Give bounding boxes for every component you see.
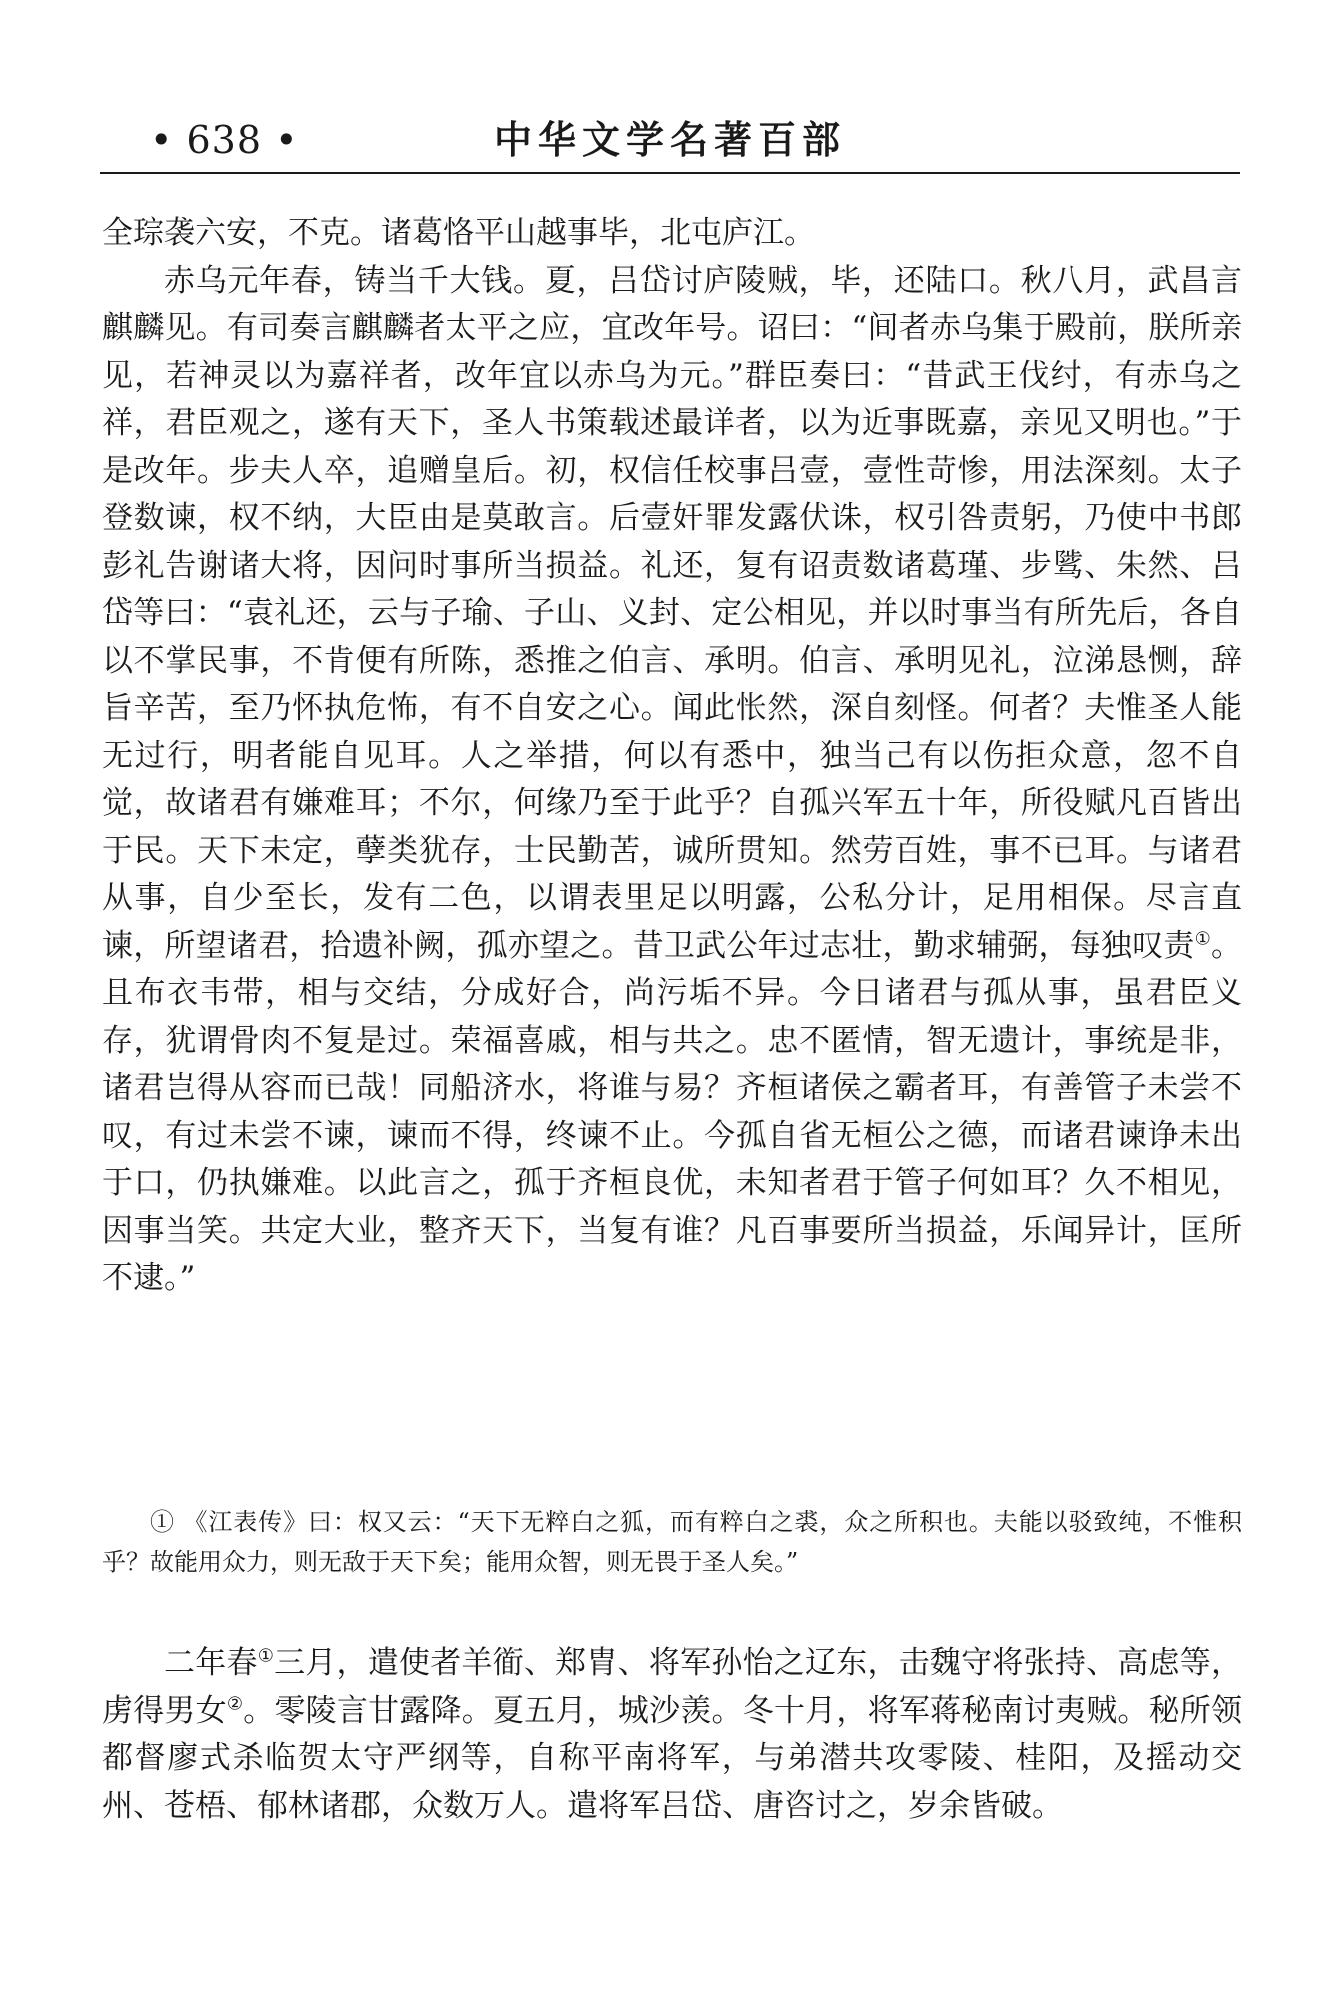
paragraph-2-part-a: 赤乌元年春，铸当千大钱。夏，吕岱讨庐陵贼，毕，还陆口。秋八月，武昌言麒麟见。有司奏言麒麟者太平之应，宜改年号。诏曰：“间者赤乌集于殿前，朕所亲见，若神灵以为嘉祥者，改年宜以赤乌为元。”群臣奏曰：“昔武王伐纣，有赤乌之祥，君臣观之，遂有天下，圣人书策载述最详者，以为近事既嘉，亲见又明也。”于是改年。步夫人卒，追赠皇后。初，权信任校事吕壹，壹性苛惨，用法深刻。太子登数谏，权不纳，大臣由是莫敢言。后壹奸罪发露伏诛，权引咎责躬，乃使中书郎彭礼告谢诸大将，因问时事所当损益。礼还，复有诏责数诸葛瑾、步骘、朱然、吕岱等曰：“袁礼还，云与子瑜、子山、义封、定公相见，并以时事当有所先后，各自以不掌民事，不肯便有所陈，悉推之伯言、承明。伯言、承明见礼，泣涕恳恻，辞旨辛苦，至乃怀执危怖，有不自安之心。闻此怅然，深自刻怪。何者？夫惟圣人能无过行，明者能自见耳。人之举措，何以有悉中，独当己有以伤拒众意，忽不自觉，故诸君有嫌难耳；不尔，何缘乃至于此乎？自孤兴军五十年，所役赋凡百皆出于民。天下未定，孽类犹存，士民勤苦，诚所贯知。然劳百姓，事不已耳。与诸君从事，自少至长，发有二色，以谓表里足以明露，公私分计，足用相保。尽言直谏，所望诸君，拾遗补阙，孤亦望之。昔卫武公年过志壮，勤求辅弼，每独叹责 — [102, 262, 1242, 964]
paragraph-3-part-b: 三月，遣使者羊衜、郑胄、将军孙怡之辽东，击魏守将张持、高虑等，虏得男女 — [102, 1645, 1243, 1729]
footnote-marker: ① — [257, 1645, 275, 1667]
paragraph-2 — [102, 258, 1242, 1303]
main-text-continued — [102, 1640, 1242, 1830]
main-text — [102, 210, 1242, 1303]
footnote-1: ① 《江表传》曰：权又云：“天下无粹白之狐，而有粹白之裘，众之所积也。夫能以驳致纯，不惟积乎？故能用众力，则无敌于天下矣；能用众智，则无畏于圣人矣。” — [102, 1508, 1242, 1576]
paragraph-3-part-c: 。零陵言甘露降。夏五月，城沙羡。冬十月，将军蒋秘南讨夷贼。秘所领都督廖式杀临贺太守严纲等，自称平南将军，与弟潜共攻零陵、桂阳，及摇动交州、苍梧、郁林诸郡，众数万人。遣将军吕岱、唐咨讨之，岁余皆破。 — [102, 1692, 1242, 1824]
footnote-marker: ① — [1194, 928, 1211, 950]
paragraph-3 — [102, 1640, 1242, 1830]
paragraph-1: 全琮袭六安，不克。诸葛恪平山越事毕，北屯庐江。 — [102, 215, 815, 251]
footnote-marker: ② — [226, 1693, 244, 1715]
paragraph-2-part-b: 。且布衣韦带，相与交结，分成好合，尚污垢不异。今日诸君与孤从事，虽君臣义存，犹谓骨肉不复是过。荣福喜戚，相与共之。忠不匿情，智无遗计，事统是非，诸君岂得从容而已哉！同船济水，将谁与易？齐桓诸侯之霸者耳，有善管子未尝不叹，有过未尝不谏，谏而不得，终谏不止。今孤自省无桓公之德，而诸君谏诤未出于口，仍执嫌难。以此言之，孤于齐桓良优，未知者君于管子何如耳？久不相见，因事当笑。共定大业，整齐天下，当复有谁？凡百事要所当损益，乐闻异计，匡所不逮。” — [102, 927, 1242, 1296]
book-title: 中华文学名著百部 — [493, 117, 846, 162]
page-number: • 638 • — [150, 118, 299, 162]
page-header — [100, 112, 1240, 168]
header-divider — [100, 172, 1240, 174]
paragraph-3-part-a: 二年春 — [164, 1645, 258, 1681]
